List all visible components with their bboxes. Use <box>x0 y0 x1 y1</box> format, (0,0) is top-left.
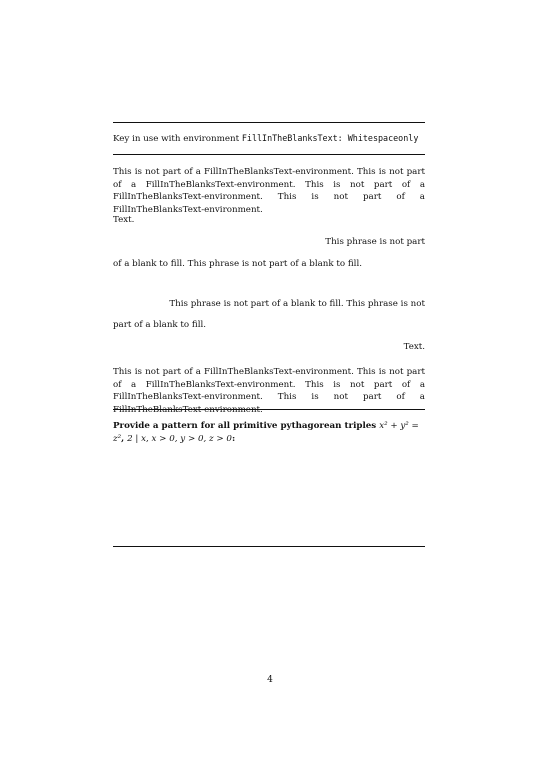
question-text <box>113 420 425 445</box>
text-line-2: Text. <box>403 342 425 352</box>
paragraph-1: This is not part of a FillInTheBlanksText-environment. This is not part of a FillInTheBlanksText-environment. This is not part of a FillInTheBlanksText-environment. This is not part of a FillInTheBlanksText-environment. <box>113 167 425 215</box>
key-name: Whitespaceonly <box>347 133 419 143</box>
question-comma: , <box>121 433 125 444</box>
blank-phrase-2-continued: part of a blank to fill. <box>113 320 207 330</box>
pythagorean-equation: x² + y² = z² <box>113 421 419 444</box>
paragraph-2: This is not part of a FillInTheBlanksText-environment. This is not part of a FillInTheBlanksText-environment. This is not part of a FillInTheBlanksText-environment. This is not part of a FillInTheBlanksText-environment. <box>113 367 425 415</box>
blank-phrase-1-right: This phrase is not part <box>325 237 425 247</box>
answer-bottom-rule <box>113 546 425 547</box>
text-line-1: Text. <box>113 215 135 225</box>
question-lead: Provide a pattern for all primitive pythagorean triples <box>113 421 380 431</box>
question-colon: : <box>231 433 236 444</box>
blank-phrase-2-right: This phrase is not part of a blank to fill. This phrase is not <box>169 299 425 309</box>
key-line-prefix: Key in use with environment <box>113 134 242 144</box>
triple-conditions: 2 | x, x > 0, y > 0, z > 0 <box>127 433 232 444</box>
key-rule <box>113 154 425 155</box>
blank-phrase-1-continued: of a blank to fill. This phrase is not part of a blank to fill. <box>113 259 362 269</box>
key-in-use-line <box>113 132 425 146</box>
key-separator: : <box>337 133 348 143</box>
question-top-rule <box>113 409 425 410</box>
environment-name: FillInTheBlanksText <box>241 133 338 143</box>
top-rule <box>113 122 425 123</box>
page-number: 4 <box>267 675 273 685</box>
